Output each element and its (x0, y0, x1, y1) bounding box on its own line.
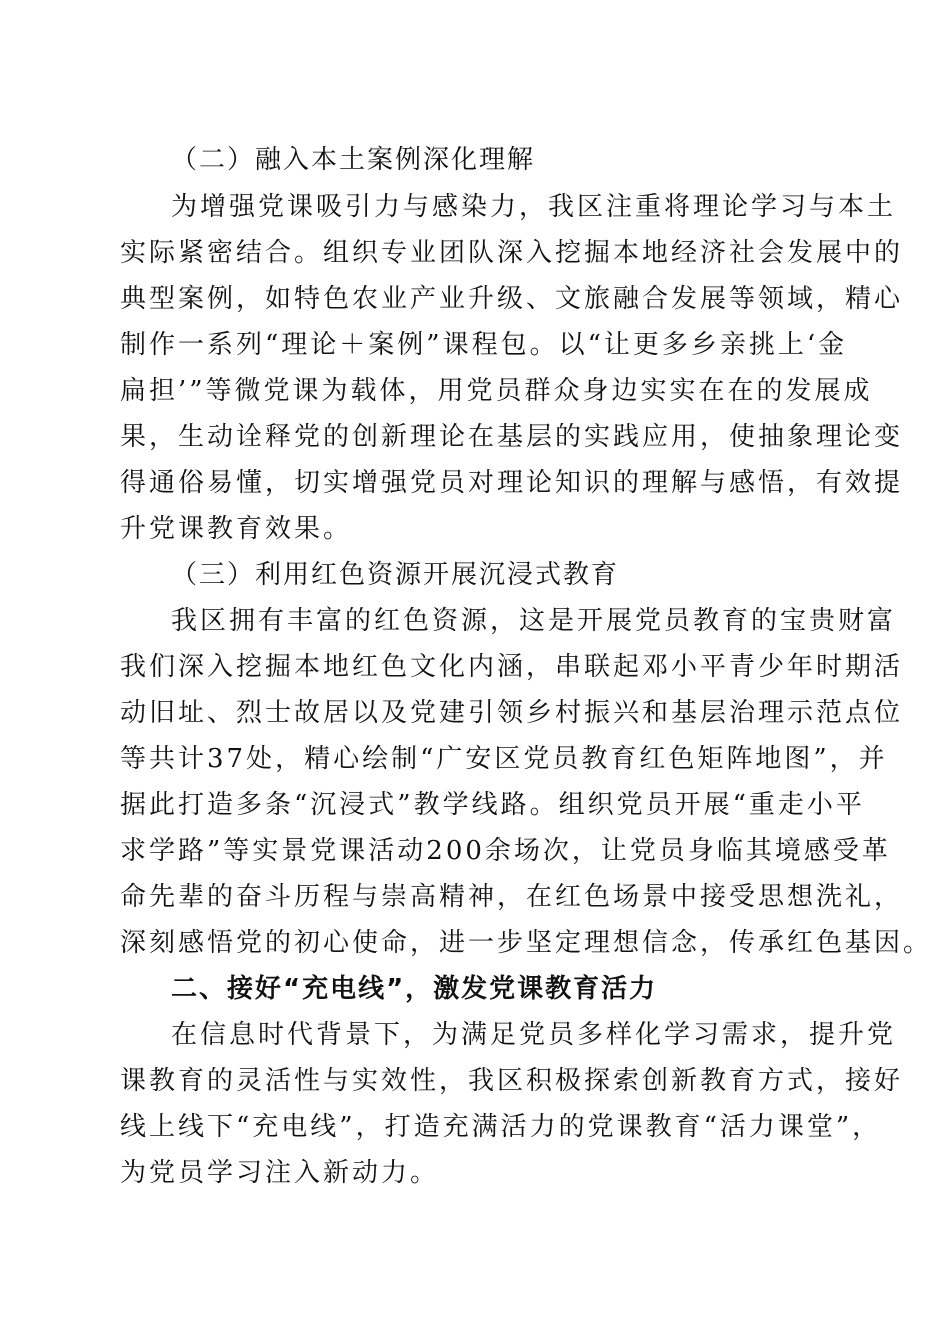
paragraph-line: 我们深入挖掘本地红色文化内涵，串联起邓小平青少年时期活 (120, 652, 904, 682)
paragraph-line: 为增强党课吸引力与感染力，我区注重将理论学习与本土 (171, 192, 897, 222)
paragraph-line: 扁担’”等微党课为载体，用党员群众身边实实在在的发展成 (120, 376, 873, 406)
paragraph-line: 等共计37处，精心绘制“广安区党员教育红色矩阵地图”，并 (120, 744, 888, 774)
paragraph-line: 深刻感悟党的初心使命，进一步坚定理想信念，传承红色基因。 (120, 928, 933, 958)
paragraph-line: 在信息时代背景下，为满足党员多样化学习需求，提升党 (171, 1020, 897, 1050)
part-2-heading: 二、接好“充电线”，激发党课教育活力 (171, 974, 658, 1004)
paragraph-line: 命先辈的奋斗历程与崇高精神，在红色场景中接受思想洗礼， (120, 882, 904, 912)
paragraph-line: 实际紧密结合。组织专业团队深入挖掘本地经济社会发展中的 (120, 238, 904, 268)
paragraph-line: 动旧址、烈士故居以及党建引领乡村振兴和基层治理示范点位 (120, 698, 904, 728)
paragraph-line: 得通俗易懂，切实增强党员对理论知识的理解与感悟，有效提 (120, 468, 904, 498)
paragraph-line: 制作一系列“理论＋案例”课程包。以“让更多乡亲挑上‘金 (120, 330, 848, 360)
paragraph-line: 线上线下“充电线”，打造充满活力的党课教育“活力课堂”， (120, 1112, 882, 1142)
paragraph-line: 据此打造多条“沉浸式”教学线路。组织党员开展“重走小平 (120, 790, 865, 820)
section-3-heading: （三）利用红色资源开展沉浸式教育 (171, 560, 620, 590)
paragraph-line: 典型案例，如特色农业产业升级、文旅融合发展等领域，精心 (120, 284, 904, 314)
paragraph-line: 求学路”等实景党课活动200余场次，让党员身临其境感受革 (120, 836, 891, 866)
paragraph-line: 课教育的灵活性与实效性，我区积极探索创新教育方式，接好 (120, 1066, 904, 1096)
section-2-heading: （二）融入本土案例深化理解 (171, 145, 536, 175)
paragraph-line: 我区拥有丰富的红色资源，这是开展党员教育的宝贵财富 (171, 606, 897, 636)
paragraph-line: 果，生动诠释党的创新理论在基层的实践应用，使抽象理论变 (120, 422, 904, 452)
paragraph-line: 升党课教育效果。 (120, 514, 353, 544)
paragraph-line: 为党员学习注入新动力。 (120, 1158, 440, 1188)
